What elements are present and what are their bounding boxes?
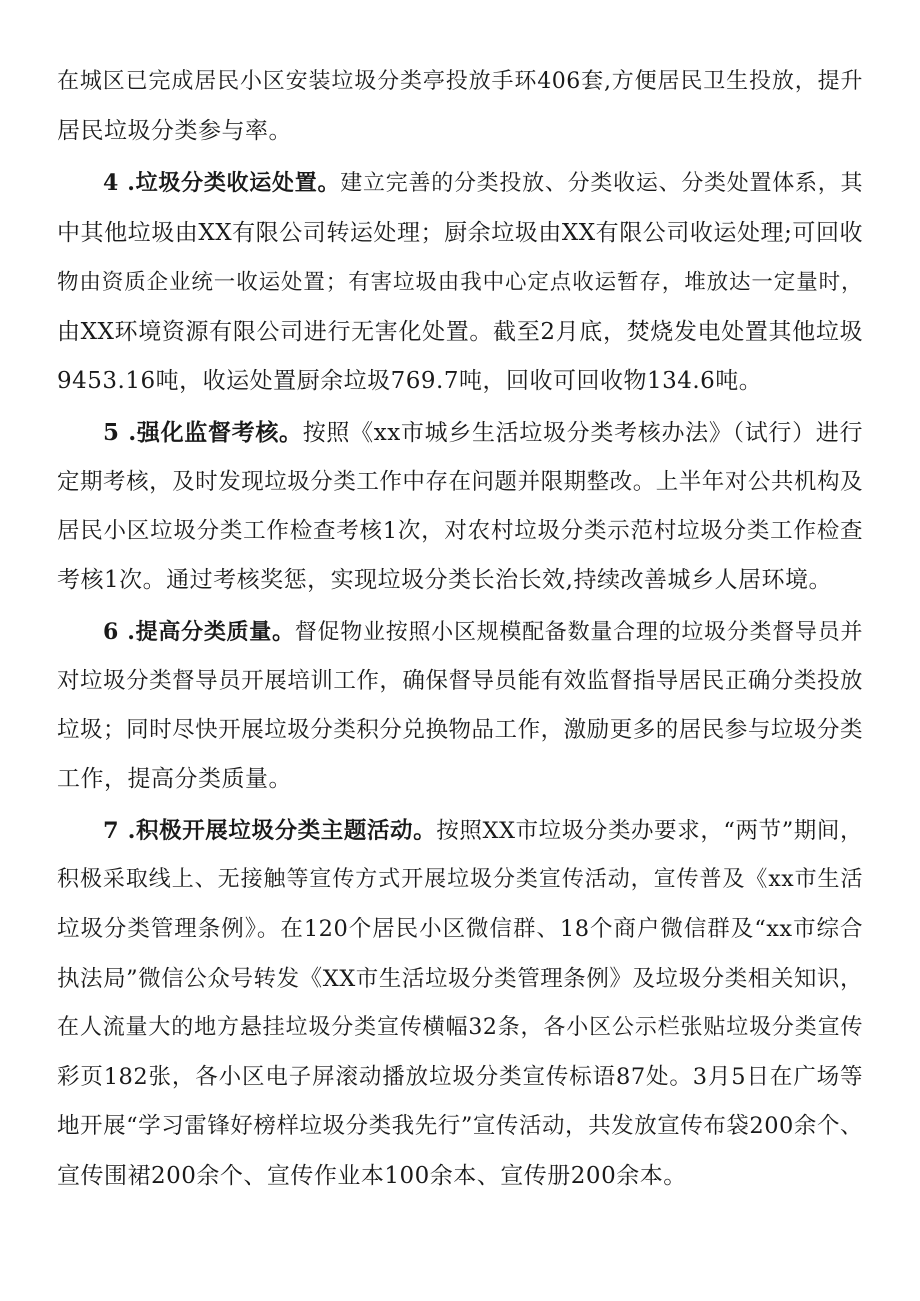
line-text: 彩页182张，各小区电子屏滚动播放垃圾分类宣传标语87处。3月5日在广场等 [57,1064,863,1090]
paragraph-line [57,67,863,97]
line-text: 地开展“学习雷锋好榜样垃圾分类我先行”宣传活动，共发放宣传布袋200余个、 [57,1113,863,1139]
paragraph-line [57,116,863,146]
paragraph-line [57,1013,863,1043]
paragraph-line [57,666,863,696]
line-text: 执法局”微信公众号转发《XX市生活垃圾分类管理条例》及垃圾分类相关知识， [57,966,863,992]
paragraph-line [103,617,863,648]
paragraph-line [57,865,863,895]
paragraph-line [57,914,863,944]
paragraph-line [57,964,863,994]
line-text: 垃圾；同时尽快开展垃圾分类积分兑换物品工作，激励更多的居民参与垃圾分类 [57,717,863,743]
line-text: 居民垃圾分类参与率。 [57,118,292,144]
section-heading: 4 .垃圾分类收运处置。 [103,170,341,196]
paragraph-line [57,218,863,248]
line-text: 在城区已完成居民小区安装垃圾分类亭投放手环406套,方便居民卫生投放，提升 [57,69,863,94]
paragraph-line [103,816,863,846]
paragraph-line [103,168,863,199]
line-text: 建立完善的分类投放、分类收运、分类处置体系，其 [340,171,863,196]
paragraph-line [57,317,863,347]
line-text: 在人流量大的地方悬挂垃圾分类宣传横幅32条，各小区公示栏张贴垃圾分类宣传 [57,1015,863,1040]
line-text: 居民小区垃圾分类工作检查考核1次，对农村垃圾分类示范村垃圾分类工作检查 [57,518,863,544]
section-heading: 6 .提高分类质量。 [103,619,295,645]
line-text: 积极采取线上、无接触等宣传方式开展垃圾分类宣传活动，宣传普及《xx市生活 [57,867,863,892]
paragraph-line [57,715,863,745]
line-text: 物由资质企业统一收运处置；有害垃圾由我中心定点收运暂存，堆放达一定量时， [57,270,863,295]
line-text: 由XX环境资源有限公司进行无害化处置。截至2月底，焚烧发电处置其他垃圾 [57,319,863,345]
paragraph-line [57,516,863,546]
paragraph-line [57,1111,863,1141]
paragraph-line [57,565,863,595]
section-heading: 5 .强化监督考核。 [103,419,303,446]
line-text: 9453.16吨，收运处置厨余垃圾769.7吨，回收可回收物134.6吨。 [57,368,763,394]
paragraph-line [57,1161,863,1191]
line-text: 按照《xx市城乡生活垃圾分类考核办法》（试行）进行 [302,420,863,446]
line-text: 中其他垃圾由XX有限公司转运处理；厨余垃圾由XX有限公司收运处理;可回收 [57,220,863,246]
line-text: 考核1次。通过考核奖惩，实现垃圾分类长治长效,持续改善城乡人居环境。 [57,567,832,593]
paragraph-line [57,366,863,396]
paragraph-line [57,467,863,497]
paragraph-line [57,764,863,794]
line-text: 对垃圾分类督导员开展培训工作，确保督导员能有效监督指导居民正确分类投放 [57,668,863,694]
paragraph-line [103,418,863,448]
line-text: 垃圾分类管理条例》。在120个居民小区微信群、18个商户微信群及“xx市综合 [57,916,863,942]
section-heading: 7 .积极开展垃圾分类主题活动。 [103,818,437,844]
paragraph-line [57,1062,863,1092]
line-text: 工作，提高分类质量。 [57,766,292,792]
line-text: 宣传围裙200余个、宣传作业本100余本、宣传册200余本。 [57,1163,687,1189]
line-text: 督促物业按照小区规模配备数量合理的垃圾分类督导员并 [294,620,863,645]
paragraph-line [57,268,863,298]
line-text: 定期考核，及时发现垃圾分类工作中存在问题并限期整改。上半年对公共机构及 [57,469,863,495]
line-text: 按照XX市垃圾分类办要求，“两节”期间， [436,818,863,844]
